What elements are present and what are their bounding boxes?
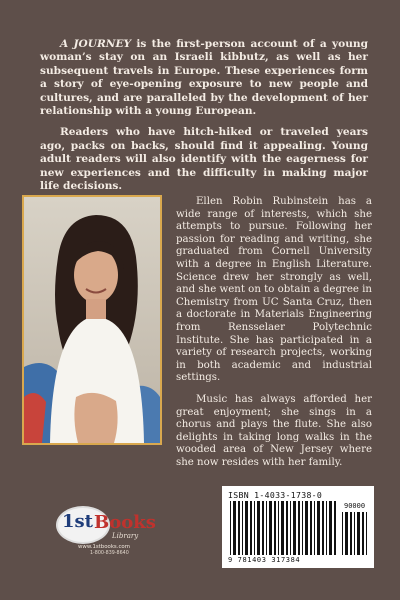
barcode-bar (329, 501, 332, 555)
barcode-bar (350, 512, 352, 555)
barcode-bar (302, 501, 303, 555)
ean-number: 9 781403 317384 (228, 556, 301, 564)
logo-1st-text: 1st (62, 511, 93, 532)
barcode-bar (334, 501, 336, 555)
barcode-bar (269, 501, 272, 555)
author-bio (176, 196, 372, 478)
barcode-bar (266, 501, 267, 555)
barcode-bar (326, 501, 327, 555)
barcode-bar (314, 501, 315, 555)
barcode-bar (262, 501, 264, 555)
barcode-bar (345, 512, 348, 555)
barcode-bar (233, 501, 236, 555)
book-blurb (40, 38, 368, 201)
barcode-bar (362, 512, 364, 555)
publisher-logo (56, 502, 166, 562)
logo-books-text: Books (94, 512, 156, 533)
barcode-bar (298, 501, 300, 555)
price-code: 90000 (344, 502, 366, 510)
isbn-label: ISBN 1-4033-1738-0 (228, 490, 323, 500)
barcode-bar (254, 501, 255, 555)
bio-paragraph-1: Ellen Robin Rubinstein has a wide range of interests, which she attempts to pursue. Following her passion for reading and writing, she graduated from Cornell University with a degree in English Literature. Science drew her strongly as well, and she went on to obtain a degree in Chemistry from UC Santa Cruz, then a doctorate in Materials Engineering from Rensselaer Polytechnic Institute. She has participated in a variety of research projects, working in both academic and industrial settings. (176, 196, 372, 384)
publisher-phone: 1-800-839-8640 (90, 551, 129, 556)
bio-paragraph-2: Music has always afforded her great enjoyment; she sings in a chorus and plays the flute. She also delights in taking long walks in the wooded area of New Jersey where she now resides with her family. (176, 393, 372, 468)
barcode-bar (305, 501, 308, 555)
barcode-bar (238, 501, 240, 555)
barcode-bar (286, 501, 288, 555)
barcode-bar (293, 501, 296, 555)
barcode-bar (245, 501, 248, 555)
logo-library-text: Library (112, 532, 139, 540)
barcode-bar (310, 501, 312, 555)
book-title: A JOURNEY (60, 38, 132, 50)
barcode-bar (278, 501, 279, 555)
addon-barcode (342, 512, 370, 555)
blurb-paragraph-2: Readers who have hitch-hiked or traveled years ago, packs on backs, should find it appealing. Young adult readers will also identify with the eagerness for new experiences and the difficulty in making major life decisions. (40, 126, 368, 193)
barcode-bar (322, 501, 324, 555)
barcode-block (222, 486, 374, 568)
ean-barcode (230, 501, 338, 555)
blurb-paragraph-1 (40, 38, 368, 118)
barcode-bar (250, 501, 252, 555)
barcode-bar (317, 501, 320, 555)
author-photo-image (24, 197, 160, 443)
barcode-bar (366, 512, 367, 555)
barcode-bar (230, 501, 231, 555)
blurb-paragraph-1-text: is the first-person account of a young woman’s stay on an Israeli kibbutz, as well as her subsequent travels in Europe. These experiences form a story of eye-opening exposure to new people and cultures, and are paralleled by the development of her relationship with a young European. (40, 38, 369, 118)
author-photo (22, 195, 162, 445)
barcode-bar (257, 501, 260, 555)
barcode-bar (357, 512, 360, 555)
barcode-bar (281, 501, 284, 555)
barcode-bar (274, 501, 276, 555)
barcode-bar (290, 501, 291, 555)
publisher-url: www.1stbooks.com (78, 544, 130, 550)
barcode-bar (354, 512, 355, 555)
barcode-bar (342, 512, 343, 555)
barcode-bar (242, 501, 243, 555)
